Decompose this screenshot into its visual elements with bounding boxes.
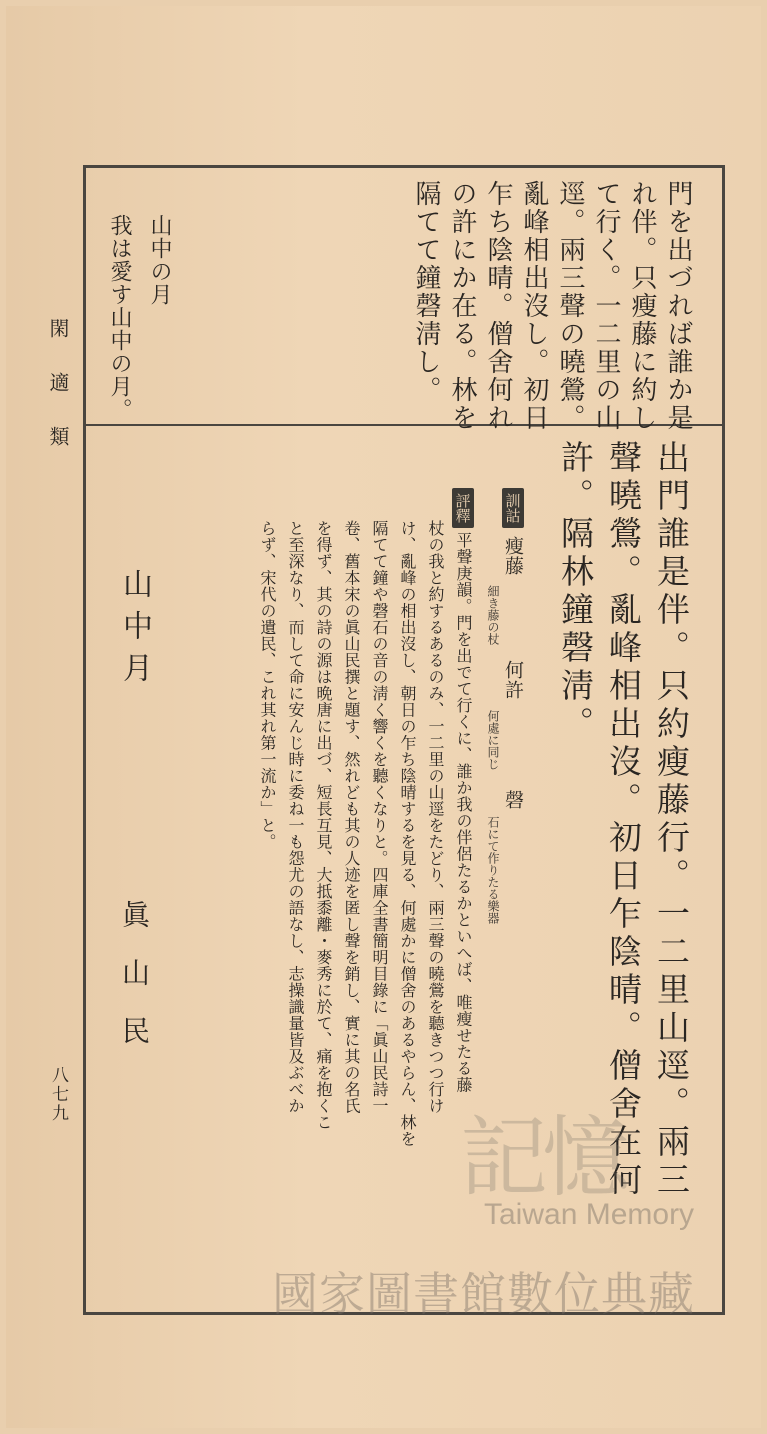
- translation-line: 亂峰相出沒し。初日: [519, 180, 549, 432]
- translation-line: 逕。兩三聲の曉鶯。: [555, 180, 585, 432]
- running-title: 閑適類: [46, 318, 70, 480]
- commentary-label: 評釋: [452, 488, 474, 528]
- original-line: 聲曉鶯。亂峰相出沒。初日乍陰晴。僧舍在何: [604, 440, 643, 1200]
- translation-line: の許にか在る。林を: [447, 180, 477, 432]
- gloss-note: 細き藤の杖: [486, 585, 500, 645]
- translation-poem-line: 山中の月: [147, 214, 172, 306]
- translation-line: 門を出づれば誰か是: [663, 180, 693, 432]
- gloss-note: 石にて作りたる樂器: [486, 816, 500, 924]
- poem-title: 山中月: [117, 568, 152, 694]
- poem-author: 眞山民: [118, 900, 151, 1074]
- page-number: 八七九: [48, 1066, 68, 1123]
- gloss-term: 何許: [502, 660, 524, 700]
- original-line: 出門誰是伴。只約瘦藤行。一二里山逕。兩三: [652, 440, 691, 1200]
- gloss-label: 訓詁: [502, 488, 524, 528]
- commentary-line: 杖の我と約するあるのみ、一二里の山逕をたどり、兩三聲の曉鶯を聽きつつ行け: [426, 520, 445, 1114]
- gloss-term: 磬: [502, 790, 524, 810]
- commentary-line: と至深なり、而して命に安んじ時に委ね一も怨尤の語なし、志操識量皆及ぶべか: [286, 520, 305, 1114]
- translation-line: て行く。一二里の山: [591, 180, 621, 432]
- original-line: 許。隔林鐘磬淸。: [556, 440, 595, 744]
- commentary-line: 平聲庚韻。門を出でて行くに、誰か我の伴侶たるかといへば、唯瘦せたる藤: [454, 532, 473, 1093]
- gloss-term: 瘦藤: [502, 536, 524, 576]
- commentary-line: を得ず、其の詩の源は晩唐に出づ、短長互見、大抵黍離・麥秀に於て、痛を抱くこ: [314, 520, 333, 1131]
- watermark-english: Taiwan Memory: [484, 1198, 695, 1231]
- commentary-line: 卷、舊本宋の眞山民撰と題す、然れども其の人迹を匿し聲を銷し、實に其の名氏: [342, 520, 361, 1114]
- watermark-chinese: 國家圖書館數位典藏: [272, 1267, 695, 1321]
- commentary-line: け、亂峰の相出沒し、朝日の乍ち陰晴するを見る、何處かに僧舍のあるやらん、林を: [398, 520, 417, 1147]
- commentary-line: らず、宋代の遺民、これ其れ第一流か」と。: [258, 520, 277, 850]
- gloss-note: 何處に同じ: [486, 710, 500, 770]
- translation-line: 乍ち陰晴。僧舍何れ: [483, 180, 513, 432]
- watermark-logo: 記憶: [460, 1106, 625, 1209]
- translation-poem-line: 我は愛す山中の月。: [107, 214, 132, 421]
- commentary-line: 隔てて鐘や磬石の音の淸く響くを聽くなりと。四庫全書簡明目錄に「眞山民詩一: [370, 520, 389, 1114]
- translation-line: 隔てて鐘磬淸し。: [411, 180, 441, 404]
- translation-line: れ伴。只瘦藤に約し: [627, 180, 657, 432]
